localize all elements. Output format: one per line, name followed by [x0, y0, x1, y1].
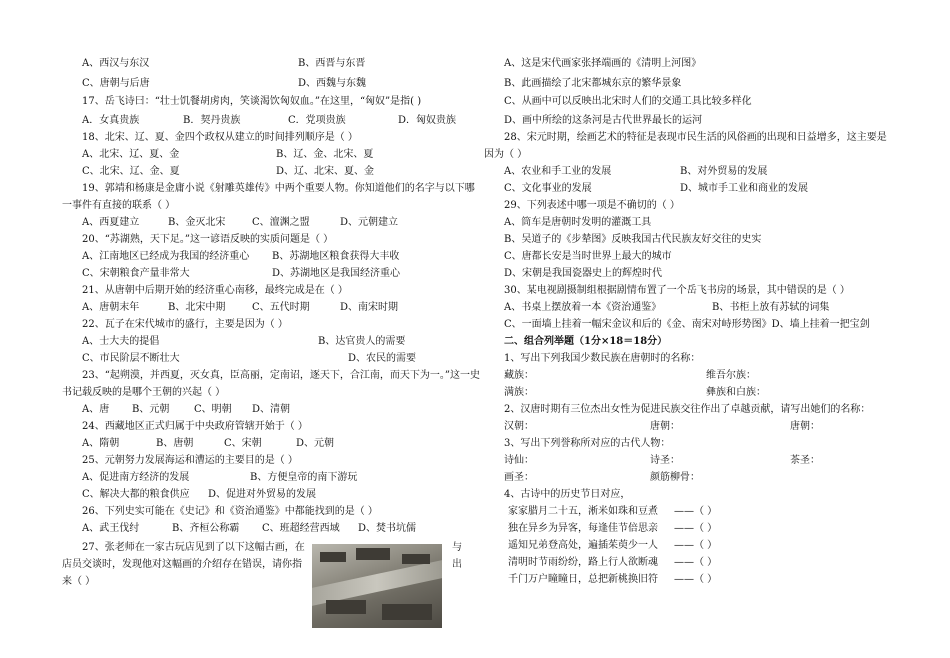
left-option-22-1: B、唐朝 — [156, 438, 194, 449]
right-option-30-1: ——（ ） — [674, 574, 718, 585]
right-line-22: 3、写出下列誉称所对应的古代人物： — [504, 438, 671, 449]
left-option-9-0: A、西夏建立 — [82, 217, 140, 228]
left-option-22-0: A、隋朝 — [82, 438, 120, 449]
right-option-19-1: 彝族和白族： — [706, 387, 766, 398]
left-option-5-1: B、辽、金、北宋、夏 — [276, 149, 374, 160]
left-option-20-1: B、元朝 — [132, 404, 170, 415]
right-column — [475, 0, 950, 658]
left-option-27-3: D、焚书坑儒 — [358, 523, 417, 534]
left-line-29: 与 — [452, 542, 462, 553]
right-option-14-1: B、书柜上放有苏轼的词集 — [712, 302, 830, 313]
right-line-2: C、从画中可以反映出北宋时人们的交通工具比较多样化 — [504, 96, 752, 107]
right-option-29-0: 清明时节雨纷纷，路上行人欲断魂 — [508, 557, 658, 568]
right-line-16: 二、组合列举题（1分×18＝18分） — [504, 336, 668, 347]
left-option-24-1: B、方便皇帝的南下游玩 — [250, 472, 358, 483]
right-line-5: 因为（ ） — [484, 149, 528, 160]
right-line-15: C、一面墙上挂着一幅宋金议和后的《金、南宋对峙形势图》D、墙上挂着一把宝剑 — [504, 319, 870, 330]
left-option-6-1: D、辽、北宋、夏、金 — [276, 166, 375, 177]
right-option-23-1: 诗圣： — [650, 455, 680, 466]
left-option-14-2: C、五代时期 — [252, 302, 310, 313]
right-option-14-0: A、书桌上摆放着一本《资治通鉴》 — [504, 302, 662, 313]
right-option-21-2: 唐朝： — [790, 421, 820, 432]
left-line-7: 19、郭靖和杨康是金庸小说《射雕英雄传》中两个重要人物。你知道他们的名字与以下哪 — [82, 183, 475, 194]
ancient-painting-image — [312, 544, 442, 628]
right-option-26-1: ——（ ） — [674, 506, 718, 517]
left-option-14-0: A、唐朝末年 — [82, 302, 140, 313]
left-line-32: 来（ ） — [62, 576, 96, 587]
left-option-27-1: B、齐桓公称霸 — [172, 523, 240, 534]
right-option-30-0: 千门万户瞳瞳日，总把新桃换旧符 — [508, 574, 658, 585]
left-line-19: 书记载反映的是哪个王朝的兴起（ ） — [62, 387, 226, 398]
left-option-25-0: C、解决大都的粮食供应 — [82, 489, 190, 500]
left-option-1-1: D、西魏与东魏 — [298, 78, 367, 89]
left-option-9-2: C、澶渊之盟 — [252, 217, 310, 228]
right-line-9: A、筒车是唐朝时发明的灌溉工具 — [504, 217, 652, 228]
right-option-21-1: 唐朝： — [650, 421, 680, 432]
left-line-13: 21、从唐朝中后期开始的经济重心南移，最终完成是在（ ） — [82, 285, 348, 296]
left-option-9-1: B、金灭北宋 — [168, 217, 226, 228]
right-option-23-0: 诗仙： — [504, 455, 534, 466]
right-option-18-0: 藏族： — [504, 370, 534, 381]
left-option-22-3: D、元朝 — [296, 438, 335, 449]
left-option-3-3: D．匈奴贵族 — [398, 115, 457, 126]
left-option-14-3: D、南宋时期 — [340, 302, 399, 313]
right-option-21-0: 汉朝： — [504, 421, 534, 432]
right-line-4: 28、宋元时期，绘画艺术的特征是表现市民生活的风俗画的出现和日益增多，这主要是 — [504, 132, 887, 143]
left-option-0-1: B、西晋与东晋 — [298, 58, 366, 69]
left-option-24-0: A、促进南方经济的发展 — [82, 472, 190, 483]
right-option-7-1: D、城市手工业和商业的发展 — [680, 183, 809, 194]
left-line-31: 出 — [452, 559, 462, 570]
right-line-12: D、宋朝是我国瓷器史上的辉煌时代 — [504, 268, 663, 279]
left-option-17-0: C、市民阶层不断壮大 — [82, 353, 180, 364]
left-option-20-0: A、唐 — [82, 404, 110, 415]
right-line-20: 2、汉唐时期有三位杰出女性为促进民族交往作出了卓越贡献，请写出她们的名称： — [504, 404, 871, 415]
left-option-20-2: C、明朝 — [194, 404, 232, 415]
left-option-12-0: C、宋朝粮食产量非常大 — [82, 268, 190, 279]
right-option-7-0: C、文化事业的发展 — [504, 183, 592, 194]
left-option-5-0: A、北宋、辽、夏、金 — [82, 149, 180, 160]
left-line-18: 23、“起朔漠，并西夏，灭女真，臣高丽，定南诏，逐天下，合江南，而天下为一。”这一史 — [82, 370, 480, 381]
right-line-8: 29、下列表述中哪一项是不确切的（ ） — [504, 200, 680, 211]
left-option-12-1: D、苏湖地区是我国经济重心 — [272, 268, 401, 279]
right-line-1: B、此画描绘了北宋都城东京的繁华景象 — [504, 78, 682, 89]
left-option-25-1: D、促进对外贸易的发展 — [208, 489, 317, 500]
left-option-0-0: A、西汉与东汉 — [82, 58, 150, 69]
left-option-20-3: D、清朝 — [252, 404, 291, 415]
right-option-23-2: 茶圣： — [790, 455, 820, 466]
right-option-27-0: 独在异乡为异客，每逢佳节倍思亲 — [508, 523, 658, 534]
right-option-24-1: 颜筋柳骨： — [650, 472, 700, 483]
right-option-24-0: 画圣： — [504, 472, 534, 483]
right-option-28-1: ——（ ） — [674, 540, 718, 551]
left-line-26: 26、下列史实可能在《史记》和《资治通鉴》中都能找到的是（ ） — [82, 506, 378, 517]
right-line-13: 30、某电视剧摄制组根据剧情布置了一个岳飞书房的场景，其中错误的是（ ） — [504, 285, 850, 296]
left-option-3-1: B．契丹贵族 — [183, 115, 241, 126]
left-option-6-0: C、北宋、辽、金、夏 — [82, 166, 180, 177]
left-option-14-1: B、北宋中期 — [168, 302, 226, 313]
right-option-6-0: A、农业和手工业的发展 — [504, 166, 612, 177]
right-line-10: B、吴道子的《步辇图》反映我国古代民族友好交往的史实 — [504, 234, 762, 245]
left-line-2: 17、岳飞诗曰：“壮士饥餐胡虏肉，笑谈渴饮匈奴血。”在这里，“匈奴”是指( ) — [82, 96, 422, 107]
right-option-27-1: ——（ ） — [674, 523, 718, 534]
right-line-0: A、这是宋代画家张择端画的《清明上河图》 — [504, 58, 702, 69]
left-option-9-3: D、元朝建立 — [340, 217, 399, 228]
right-option-18-1: 维吾尔族： — [706, 370, 756, 381]
right-line-17: 1、写出下列我国少数民族在唐朝时的名称： — [504, 353, 701, 364]
left-option-27-2: C、班超经营西域 — [262, 523, 340, 534]
right-line-3: D、画中所绘的这条河是古代世界最长的运河 — [504, 115, 703, 126]
left-option-22-2: C、宋朝 — [224, 438, 262, 449]
left-option-1-0: C、唐朝与后唐 — [82, 78, 150, 89]
left-line-4: 18、北宋、辽、夏、金四个政权从建立的时间排列顺序是（ ） — [82, 132, 358, 143]
left-line-10: 20、“苏湖熟，天下足。”这一谚语反映的实质问题是（ ） — [82, 234, 334, 245]
left-line-15: 22、瓦子在宋代城市的盛行，主要是因为（ ） — [82, 319, 288, 330]
left-line-23: 25、元朝努力发展海运和漕运的主要目的是（ ） — [82, 455, 298, 466]
left-option-11-0: A、江南地区已经成为我国的经济重心 — [82, 251, 250, 262]
left-option-16-0: A、士大夫的提倡 — [82, 336, 160, 347]
right-option-26-0: 家家腊月二十五，淅米如珠和豆煮 — [508, 506, 658, 517]
right-option-29-1: ——（ ） — [674, 557, 718, 568]
right-line-11: C、唐都长安是当时世界上最大的城市 — [504, 251, 672, 262]
left-option-3-0: A．女真贵族 — [82, 115, 140, 126]
left-line-21: 24、西藏地区正式归属于中央政府管辖开始于（ ） — [82, 421, 308, 432]
left-option-16-1: B、达官贵人的需要 — [318, 336, 406, 347]
left-option-17-1: D、农民的需要 — [348, 353, 417, 364]
left-option-11-1: B、苏湖地区粮食获得大丰收 — [272, 251, 400, 262]
left-line-8: 一事件有直接的联系（ ） — [62, 200, 176, 211]
left-line-30: 店员交谈时，发现他对这幅画的介绍存在错误，请你指 — [62, 559, 302, 570]
left-option-27-0: A、武王伐纣 — [82, 523, 140, 534]
left-option-3-2: C．党项贵族 — [288, 115, 346, 126]
right-option-28-0: 遥知兄弟登高处，遍插茱萸少一人 — [508, 540, 658, 551]
right-option-19-0: 满族： — [504, 387, 534, 398]
right-option-6-1: B、对外贸易的发展 — [680, 166, 768, 177]
left-line-28: 27、张老师在一家古玩店见到了以下这幅古画，在 — [82, 542, 305, 553]
right-line-25: 4、古诗中的历史节日对应， — [504, 489, 631, 500]
